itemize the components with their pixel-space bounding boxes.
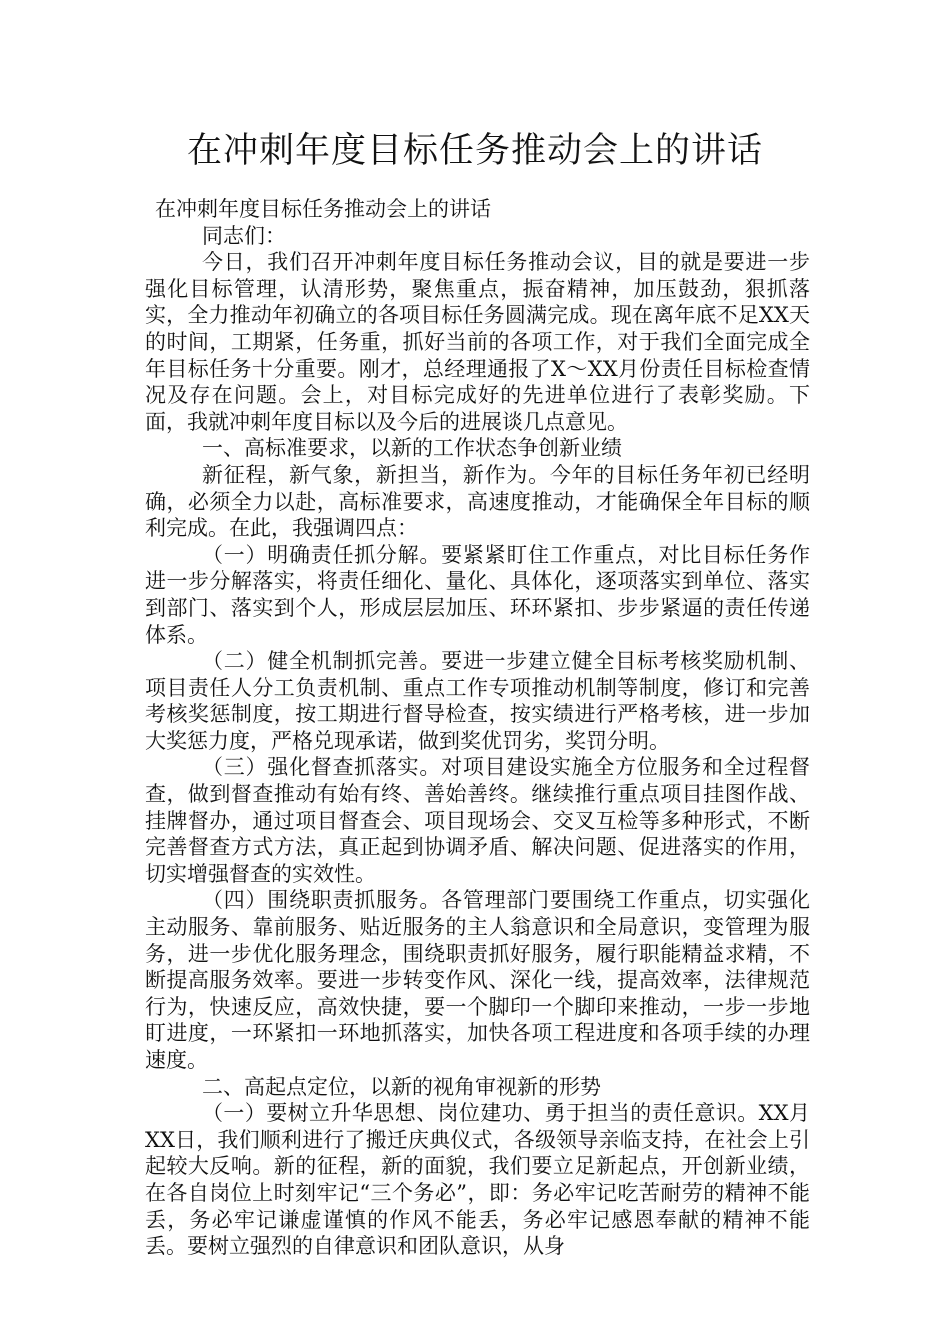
body-paragraph: 新征程，新气象，新担当，新作为。今年的目标任务年初已经明确，必须全力以赴，高标准要求，高速度推动，才能确保全年目标的顺利完成。在此，我强调四点：: [145, 462, 810, 541]
body-paragraph: （三）强化督查抓落实。对项目建设实施全方位服务和全过程督查，做到督查推动有始有终、善始善终。继续推行重点项目挂图作战、挂牌督办，通过项目督查会、项目现场会、交叉互检等多种形式，不断完善督查方式方法，真正起到协调矛盾、解决问题、促进落实的作用，切实增强督查的实效性。: [145, 755, 810, 886]
document-subtitle: 在冲刺年度目标任务推动会上的讲话: [155, 197, 491, 221]
section-heading: 一、高标准要求，以新的工作状态争创新业绩: [202, 436, 622, 461]
body-paragraph: （二）健全机制抓完善。要进一步建立健全目标考核奖励机制、项目责任人分工负责机制、重点工作专项推动机制等制度，修订和完善考核奖惩制度，按工期进行督导检查，按实绩进行严格考核，进一步加大奖惩力度，严格兑现承诺，做到奖优罚劣，奖罚分明。: [145, 649, 810, 753]
body-paragraph: （四）围绕职责抓服务。各管理部门要围绕工作重点，切实强化主动服务、靠前服务、贴近服务的主人翁意识和全局意识，变管理为服务，进一步优化服务理念，围绕职责抓好服务，履行职能精益求精，不断提高服务效率。要进一步转变作风、深化一线，提高效率，法律规范行为，快速反应，高效快捷，要一个脚印一个脚印来推动，一步一步地盯进度，一环紧扣一环地抓落实，加快各项工程进度和各项手续的办理速度。: [145, 888, 810, 1072]
body-paragraph: （一）要树立升华思想、岗位建功、勇于担当的责任意识。XX月XX日，我们顺利进行了搬迁庆典仪式，各级领导亲临支持，在社会上引起较大反响。新的征程，新的面貌，我们要立足新起点，开创新业绩，在各自岗位上时刻牢记“三个务必”，即：务必牢记吃苦耐劳的精神不能丢，务必牢记谦虚谨慎的作风不能丢，务必牢记感恩奉献的精神不能丢。要树立强烈的自律意识和团队意识，从身: [145, 1101, 810, 1259]
body-paragraph: （一）明确责任抓分解。要紧紧盯住工作重点，对比目标任务作进一步分解落实，将责任细化、量化、具体化，逐项落实到单位、落实到部门、落实到个人，形成层层加压、环环紧扣、步步紧逼的责任传递体系。: [145, 542, 810, 647]
body-paragraph: 今日，我们召开冲刺年度目标任务推动会议，目的就是要进一步强化目标管理，认清形势，聚焦重点，振奋精神，加压鼓劲，狠抓落实，全力推动年初确立的各项目标任务圆满完成。现在离年底不足XX天的时间，工期紧，任务重，抓好当前的各项工作，对于我们全面完成全年目标任务十分重要。刚才，总经理通报了X～XX月份责任目标检查情况及存在问题。会上，对目标完成好的先进单位进行了表彰奖励。下面，我就冲刺年度目标以及今后的进展谈几点意见。: [145, 250, 810, 434]
document-body: [145, 196, 810, 1260]
section-heading: 二、高起点定位，以新的视角审视新的形势: [202, 1074, 601, 1099]
document-title: 在冲刺年度目标任务推动会上的讲话: [186, 131, 763, 171]
salutation: 同志们：: [202, 223, 286, 248]
